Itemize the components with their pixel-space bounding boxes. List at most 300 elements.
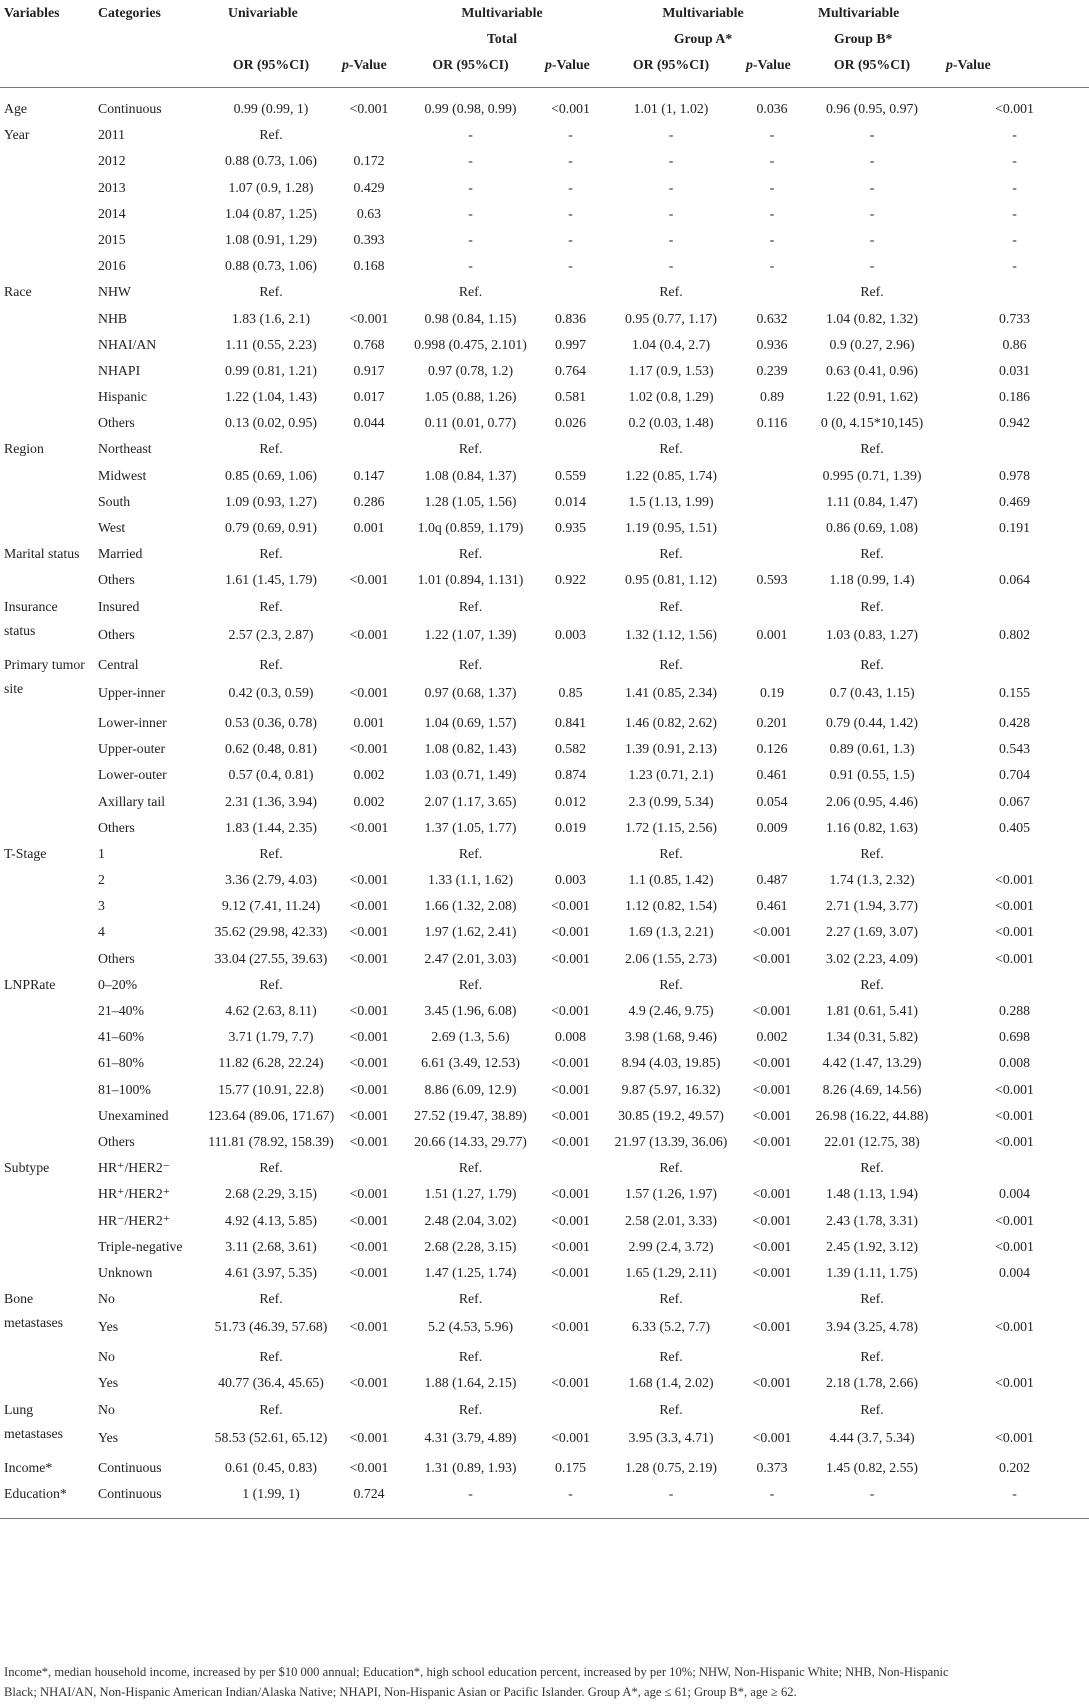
header-multivariable-total: Multivariable	[461, 5, 543, 20]
group-b-or-cell: 8.26 (4.69, 14.56)	[822, 1081, 922, 1097]
total-p-cell: 0.581	[554, 389, 587, 405]
category-cell: No	[98, 1401, 115, 1417]
group-b-p-cell: <0.001	[995, 101, 1034, 116]
group-b-or-cell: Ref.	[860, 1160, 884, 1176]
group-b-p-cell: -	[1012, 258, 1017, 274]
univariable-p-cell: <0.001	[349, 1375, 389, 1391]
group-a-p-cell: 0.936	[756, 336, 788, 352]
univariable-or-cell: 2.57 (2.3, 2.87)	[228, 626, 314, 642]
total-or-cell: -	[468, 258, 473, 274]
group-a-or-cell: Ref.	[659, 441, 683, 457]
category-cell: Yes	[98, 1319, 119, 1335]
univariable-or-cell: 0.85 (0.69, 1.06)	[225, 467, 317, 483]
univariable-or-cell: 0.99 (0.99, 1)	[233, 101, 309, 116]
univariable-p-cell: <0.001	[349, 1429, 389, 1445]
table-row	[0, 439, 1089, 465]
total-p-cell: <0.001	[551, 101, 590, 116]
variable-cell	[0, 1027, 97, 1053]
group-b-or-cell: 2.43 (1.78, 3.31)	[826, 1212, 918, 1228]
total-p-cell	[539, 1347, 602, 1373]
category-cell: Continuous	[98, 1459, 162, 1475]
group-a-p-cell: -	[769, 205, 775, 221]
univariable-p-cell: 0.017	[353, 389, 385, 405]
total-p-cell: 0.175	[554, 1459, 587, 1475]
group-b-or-cell: 3.02 (2.23, 4.09)	[826, 950, 918, 966]
variable-cell: Year	[4, 127, 30, 143]
univariable-or-cell: Ref.	[259, 127, 283, 143]
group-b-p-cell: 0.008	[998, 1055, 1031, 1071]
category-cell: HR⁺/HER2⁺	[98, 1186, 171, 1202]
group-a-p-cell	[740, 518, 804, 544]
table-row	[0, 792, 1089, 818]
group-b-p-cell: <0.001	[995, 872, 1034, 888]
table-row	[0, 178, 1089, 204]
group-a-or-cell: Ref.	[659, 284, 683, 300]
total-or-cell: 1.28 (1.05, 1.56)	[424, 493, 517, 509]
total-p-cell: 0.008	[554, 1029, 587, 1045]
table-row	[0, 922, 1089, 948]
variable-cell	[0, 309, 97, 335]
header-categories: Categories	[98, 5, 161, 20]
group-a-or-cell: 1.68 (1.4, 2.02)	[628, 1375, 714, 1391]
group-a-or-cell: Ref.	[659, 1291, 683, 1307]
group-a-p-cell: 0.116	[756, 415, 788, 431]
total-p-cell: 0.922	[554, 572, 587, 588]
total-or-cell: 2.69 (1.3, 5.6)	[431, 1029, 510, 1045]
header-or-ci: OR (95%CI)	[432, 57, 509, 72]
univariable-p-cell: <0.001	[349, 1029, 389, 1045]
category-cell: No	[98, 1349, 115, 1365]
variable-cell: Marital status	[4, 546, 80, 562]
group-a-or-cell: 1.5 (1.13, 1.99)	[628, 493, 714, 509]
group-a-p-cell: <0.001	[752, 1003, 792, 1018]
total-or-cell: 0.11 (0.01, 0.77)	[424, 415, 517, 431]
total-p-cell	[539, 544, 602, 570]
total-p-cell: 0.582	[554, 741, 587, 757]
total-p-cell: -	[568, 179, 573, 195]
category-cell: Unknown	[98, 1264, 153, 1280]
variable-cell	[0, 413, 97, 439]
category-cell: Triple-negative	[98, 1238, 183, 1254]
total-or-cell: Ref.	[458, 845, 483, 861]
table-row	[0, 1106, 1089, 1132]
category-cell: 4	[98, 924, 105, 940]
group-b-or-cell: 0.63 (0.41, 0.96)	[826, 362, 918, 378]
univariable-or-cell: Ref.	[259, 1291, 283, 1307]
group-a-p-cell: <0.001	[752, 1319, 792, 1335]
table-row	[0, 1347, 1089, 1373]
table-row	[0, 597, 1089, 623]
variable-cell	[0, 230, 97, 256]
variable-cell	[0, 570, 97, 596]
header-or-ci: OR (95%CI)	[833, 57, 911, 72]
group-b-p-cell	[940, 975, 1089, 1001]
category-cell: West	[98, 520, 126, 535]
univariable-or-cell: Ref.	[259, 598, 283, 614]
category-cell: Yes	[98, 1375, 119, 1391]
table-row	[0, 544, 1089, 570]
total-p-cell: 0.026	[554, 415, 587, 431]
variable-cell	[0, 870, 97, 896]
variable-cell	[0, 713, 97, 739]
group-a-p-cell	[740, 1347, 804, 1373]
total-p-cell: <0.001	[551, 924, 590, 940]
group-a-or-cell: 1.19 (0.95, 1.51)	[625, 520, 717, 535]
group-b-p-cell	[940, 439, 1089, 465]
group-a-p-cell: <0.001	[752, 1081, 792, 1097]
univariable-p-cell: <0.001	[349, 626, 389, 642]
table-row	[0, 681, 1089, 713]
univariable-p-cell: <0.001	[349, 1459, 389, 1475]
total-or-cell: Ref.	[458, 441, 483, 457]
header-total: Total	[486, 31, 518, 46]
variable-cell	[0, 1347, 97, 1373]
total-p-cell	[539, 655, 602, 681]
category-cell: Yes	[98, 1429, 119, 1445]
group-b-p-cell: -	[1012, 205, 1017, 221]
group-a-p-cell	[740, 492, 804, 518]
header-p-value: p-Value	[342, 57, 387, 72]
total-p-cell	[539, 282, 602, 308]
univariable-p-cell: <0.001	[349, 310, 389, 326]
variable-cell: Bone	[4, 1291, 34, 1307]
total-or-cell: 1.66 (1.32, 2.08)	[424, 898, 517, 914]
group-b-or-cell: 4.42 (1.47, 13.29)	[822, 1055, 922, 1071]
group-b-or-cell: 22.01 (12.75, 38)	[824, 1133, 920, 1149]
univariable-or-cell: 0.53 (0.36, 0.78)	[225, 714, 317, 730]
total-p-cell: 0.836	[554, 310, 587, 326]
variable-cell: Primary tumor	[4, 656, 85, 672]
group-b-or-cell: Ref.	[860, 1349, 884, 1365]
variable-cell: LNPRate	[4, 976, 56, 992]
group-b-p-cell: 0.004	[998, 1186, 1031, 1202]
univariable-p-cell	[336, 439, 402, 465]
total-or-cell: 0.97 (0.68, 1.37)	[424, 684, 517, 700]
group-a-or-cell: Ref.	[659, 656, 683, 672]
variable-cell: T-Stage	[4, 845, 47, 861]
total-or-cell: Ref.	[458, 284, 483, 300]
group-b-p-cell: -	[1012, 179, 1017, 195]
total-or-cell: 1.88 (1.64, 2.15)	[424, 1375, 517, 1391]
total-or-cell: 1.37 (1.05, 1.77)	[424, 819, 517, 835]
header-univariable: Univariable	[228, 5, 298, 20]
univariable-or-cell: 35.62 (29.98, 42.33)	[214, 924, 328, 940]
group-b-or-cell: 0 (0, 4.15*10,145)	[820, 415, 924, 431]
header-group-a: Group A*	[673, 31, 733, 46]
group-a-or-cell: -	[668, 179, 674, 195]
univariable-or-cell: 3.71 (1.79, 7.7)	[228, 1029, 314, 1045]
total-or-cell: -	[468, 1486, 473, 1501]
univariable-or-cell: 0.57 (0.4, 0.81)	[228, 767, 314, 783]
group-a-p-cell: 0.009	[756, 819, 788, 835]
table-row	[0, 1211, 1089, 1237]
univariable-p-cell: <0.001	[349, 1186, 389, 1202]
total-p-cell: 0.014	[554, 493, 587, 509]
group-b-or-cell: 2.18 (1.78, 2.66)	[826, 1375, 918, 1391]
group-b-or-cell: 1.39 (1.11, 1.75)	[826, 1264, 918, 1280]
category-cell: Others	[98, 819, 135, 835]
variable-cell	[0, 1184, 97, 1210]
group-a-p-cell: <0.001	[752, 924, 792, 940]
group-a-or-cell: 21.97 (13.39, 36.06)	[614, 1133, 728, 1149]
group-a-or-cell: Ref.	[659, 976, 683, 992]
univariable-or-cell: 1.04 (0.87, 1.25)	[225, 205, 317, 221]
univariable-or-cell: 3.11 (2.68, 3.61)	[225, 1238, 317, 1254]
variable-cell	[0, 518, 97, 544]
total-p-cell: -	[568, 153, 573, 169]
table-row	[0, 975, 1089, 1001]
univariable-or-cell: 2.31 (1.36, 3.94)	[225, 793, 317, 809]
table-row	[0, 1053, 1089, 1079]
group-b-p-cell: 0.004	[998, 1264, 1031, 1280]
category-cell: Others	[98, 572, 135, 588]
table-row	[0, 335, 1089, 361]
group-a-or-cell: Ref.	[659, 845, 683, 861]
variable-cell	[0, 1080, 97, 1106]
table-row	[0, 1426, 1089, 1458]
group-b-or-cell: 26.98 (16.22, 44.88)	[815, 1107, 929, 1123]
univariable-or-cell: 0.42 (0.3, 0.59)	[228, 684, 314, 700]
group-b-p-cell: 0.978	[998, 467, 1031, 483]
univariable-or-cell: 1.83 (1.44, 2.35)	[225, 819, 317, 835]
group-b-p-cell: 0.543	[998, 741, 1031, 757]
table-row	[0, 1458, 1089, 1484]
univariable-or-cell: 15.77 (10.91, 22.8)	[218, 1081, 324, 1097]
group-b-p-cell: <0.001	[995, 898, 1034, 914]
variable-cell	[0, 256, 97, 282]
category-cell: 61–80%	[98, 1055, 144, 1071]
total-p-cell	[539, 975, 602, 1001]
univariable-p-cell: 0.429	[353, 179, 385, 195]
group-a-or-cell: 30.85 (19.2, 49.57)	[618, 1107, 724, 1123]
variable-cell: Income*	[4, 1459, 53, 1475]
category-cell: 2013	[98, 179, 126, 195]
category-cell: Others	[98, 1133, 135, 1149]
total-p-cell: 0.874	[554, 767, 587, 783]
univariable-or-cell: 51.73 (46.39, 57.68)	[214, 1319, 328, 1335]
variable-cell	[0, 1373, 97, 1399]
total-p-cell: <0.001	[551, 1186, 590, 1202]
table-row	[0, 1484, 1089, 1510]
univariable-or-cell: Ref.	[259, 1401, 283, 1417]
univariable-or-cell: 1.61 (1.45, 1.79)	[225, 572, 317, 588]
variable-cell: metastases	[4, 1315, 64, 1331]
group-a-or-cell: 8.94 (4.03, 19.85)	[621, 1055, 721, 1071]
group-a-or-cell: 2.3 (0.99, 5.34)	[628, 793, 714, 809]
univariable-or-cell: 0.13 (0.02, 0.95)	[225, 415, 317, 431]
group-a-or-cell: Ref.	[659, 1349, 683, 1365]
univariable-or-cell: 1.22 (1.04, 1.43)	[225, 389, 317, 405]
total-or-cell: 27.52 (19.47, 38.89)	[414, 1107, 527, 1123]
table-row	[0, 256, 1089, 282]
table-row	[0, 570, 1089, 596]
group-a-p-cell	[740, 597, 804, 623]
group-b-or-cell: -	[869, 127, 875, 143]
group-b-or-cell: 0.7 (0.43, 1.15)	[829, 684, 915, 700]
header-or-ci: OR (95%CI)	[632, 57, 710, 72]
variable-cell	[0, 896, 97, 922]
univariable-or-cell: 3.36 (2.79, 4.03)	[225, 872, 317, 888]
category-cell: Others	[98, 626, 135, 642]
group-a-p-cell: <0.001	[752, 950, 792, 966]
univariable-p-cell: <0.001	[349, 1055, 389, 1071]
group-b-or-cell: 1.11 (0.84, 1.47)	[826, 493, 918, 509]
total-p-cell	[539, 844, 602, 870]
total-or-cell: 1.08 (0.82, 1.43)	[424, 741, 517, 757]
group-b-or-cell: 1.48 (1.13, 1.94)	[826, 1186, 918, 1202]
univariable-p-cell: <0.001	[349, 1107, 389, 1123]
variable-cell	[0, 361, 97, 387]
univariable-p-cell: <0.001	[349, 950, 389, 966]
variable-cell	[0, 178, 97, 204]
table-row	[0, 896, 1089, 922]
group-b-or-cell: 0.89 (0.61, 1.3)	[829, 741, 915, 757]
univariable-or-cell: Ref.	[259, 976, 283, 992]
total-p-cell	[539, 1289, 602, 1315]
variable-cell	[0, 1237, 97, 1263]
univariable-or-cell: Ref.	[259, 845, 283, 861]
group-a-or-cell: 0.2 (0.03, 1.48)	[628, 415, 714, 431]
group-b-or-cell: 1.34 (0.31, 5.82)	[826, 1029, 918, 1045]
univariable-or-cell: 0.79 (0.69, 0.91)	[225, 520, 317, 535]
univariable-p-cell: 0.393	[353, 231, 385, 247]
variable-cell	[0, 1106, 97, 1132]
total-or-cell: -	[468, 153, 473, 169]
group-a-or-cell: 2.58 (2.01, 3.33)	[625, 1212, 717, 1228]
group-a-or-cell: -	[668, 205, 674, 221]
univariable-p-cell	[336, 1347, 402, 1373]
univariable-or-cell: 4.92 (4.13, 5.85)	[225, 1212, 317, 1228]
total-or-cell: 2.47 (2.01, 3.03)	[424, 950, 517, 966]
table-row	[0, 1263, 1089, 1289]
total-or-cell: Ref.	[458, 656, 483, 672]
univariable-or-cell: 1.11 (0.55, 2.23)	[225, 336, 317, 352]
total-p-cell: <0.001	[551, 1319, 590, 1335]
univariable-or-cell: Ref.	[259, 441, 283, 457]
category-cell: NHAI/AN	[98, 336, 157, 352]
univariable-p-cell: 0.172	[353, 153, 385, 169]
category-cell: Upper-inner	[98, 684, 166, 700]
table-row	[0, 282, 1089, 308]
group-a-or-cell: 1.23 (0.71, 2.1)	[628, 767, 714, 783]
univariable-p-cell: <0.001	[349, 1212, 389, 1228]
group-a-p-cell: <0.001	[752, 1429, 792, 1445]
table-row	[0, 1080, 1089, 1106]
total-or-cell: 1.08 (0.84, 1.37)	[424, 467, 517, 483]
group-b-or-cell: Ref.	[860, 845, 884, 861]
table-footnote	[4, 1662, 1084, 1702]
univariable-p-cell: 0.724	[353, 1486, 385, 1501]
category-cell: 2	[98, 872, 105, 888]
variable-cell	[0, 466, 97, 492]
group-b-p-cell: 0.202	[998, 1459, 1031, 1475]
total-p-cell: 0.841	[554, 714, 587, 730]
univariable-p-cell: 0.168	[353, 258, 385, 274]
group-a-p-cell: -	[769, 1486, 775, 1501]
group-b-or-cell: 0.79 (0.44, 1.42)	[826, 714, 918, 730]
table-row	[0, 1373, 1089, 1399]
group-b-p-cell	[940, 282, 1089, 308]
univariable-or-cell: 9.12 (7.41, 11.24)	[221, 898, 321, 914]
table-row	[0, 1315, 1089, 1347]
group-a-p-cell: 0.461	[756, 767, 788, 783]
group-b-or-cell: 3.94 (3.25, 4.78)	[826, 1319, 918, 1335]
variable-cell	[0, 1263, 97, 1289]
group-a-p-cell: 0.036	[756, 101, 788, 116]
univariable-or-cell: 4.62 (2.63, 8.11)	[225, 1003, 317, 1018]
group-b-or-cell: -	[869, 153, 875, 169]
group-b-p-cell: 0.155	[998, 684, 1031, 700]
group-a-or-cell: 2.99 (2.4, 3.72)	[628, 1238, 714, 1254]
group-a-or-cell: Ref.	[659, 598, 683, 614]
variable-cell	[0, 1001, 97, 1027]
group-b-p-cell: <0.001	[995, 1081, 1034, 1097]
category-cell: HR⁺/HER2⁻	[98, 1160, 171, 1176]
footnote-line-1: Income*, median household income, increased by per $10 000 annual; Education*, high school education percent, increased by per 10%; NHW, Non-Hispanic White; NHB, Non-Hispanic	[4, 1665, 949, 1679]
table-row	[0, 739, 1089, 765]
total-p-cell: <0.001	[551, 1003, 590, 1018]
univariable-or-cell: 2.68 (2.29, 3.15)	[225, 1186, 317, 1202]
univariable-p-cell	[336, 125, 402, 151]
variable-cell	[0, 335, 97, 361]
table-row	[0, 1289, 1089, 1315]
category-cell: HR⁻/HER2⁺	[98, 1212, 171, 1228]
group-b-or-cell: 0.96 (0.95, 0.97)	[826, 101, 918, 116]
total-p-cell	[539, 439, 602, 465]
univariable-or-cell: 0.62 (0.48, 0.81)	[225, 741, 317, 757]
total-p-cell: -	[568, 258, 573, 274]
group-a-or-cell: 2.06 (1.55, 2.73)	[625, 950, 717, 966]
total-p-cell: 0.019	[554, 819, 587, 835]
group-a-or-cell: 1.32 (1.12, 1.56)	[625, 626, 717, 642]
univariable-p-cell	[336, 1158, 402, 1184]
table-row	[0, 655, 1089, 681]
table-row	[0, 230, 1089, 256]
variable-cell: Subtype	[4, 1160, 50, 1176]
group-a-or-cell: Ref.	[659, 546, 683, 562]
total-or-cell: 2.07 (1.17, 3.65)	[424, 793, 517, 809]
category-cell: 41–60%	[98, 1029, 144, 1045]
group-a-p-cell: 0.126	[756, 741, 788, 757]
group-b-or-cell: -	[869, 1486, 875, 1501]
group-b-p-cell: 0.031	[998, 362, 1031, 378]
total-or-cell: 1.0q (0.859, 1.179)	[417, 520, 524, 535]
univariable-or-cell: 33.04 (27.55, 39.63)	[214, 950, 328, 966]
group-a-p-cell: <0.001	[752, 1375, 792, 1391]
group-a-p-cell: 0.593	[756, 572, 788, 588]
category-cell: NHB	[98, 310, 128, 326]
univariable-p-cell: <0.001	[349, 572, 389, 588]
total-or-cell: Ref.	[458, 1291, 483, 1307]
category-cell: No	[98, 1291, 115, 1307]
group-a-p-cell: <0.001	[752, 1107, 792, 1123]
total-p-cell: 0.012	[554, 793, 587, 809]
univariable-or-cell: 1.08 (0.91, 1.29)	[225, 231, 317, 247]
univariable-or-cell: Ref.	[259, 1349, 283, 1365]
total-or-cell: 8.86 (6.09, 12.9)	[424, 1081, 517, 1097]
group-b-p-cell: <0.001	[995, 1238, 1034, 1254]
univariable-or-cell: 11.82 (6.28, 22.24)	[218, 1055, 324, 1071]
category-cell: Lower-outer	[98, 767, 167, 783]
variable-cell	[0, 739, 97, 765]
group-a-p-cell: <0.001	[752, 1264, 792, 1280]
variable-cell	[0, 792, 97, 818]
total-or-cell: 1.05 (0.88, 1.26)	[424, 389, 517, 405]
table-row	[0, 713, 1089, 739]
univariable-or-cell: 1 (1.99, 1)	[242, 1486, 300, 1501]
total-or-cell: 1.97 (1.62, 2.41)	[424, 924, 517, 940]
group-b-p-cell: -	[1012, 1486, 1017, 1501]
